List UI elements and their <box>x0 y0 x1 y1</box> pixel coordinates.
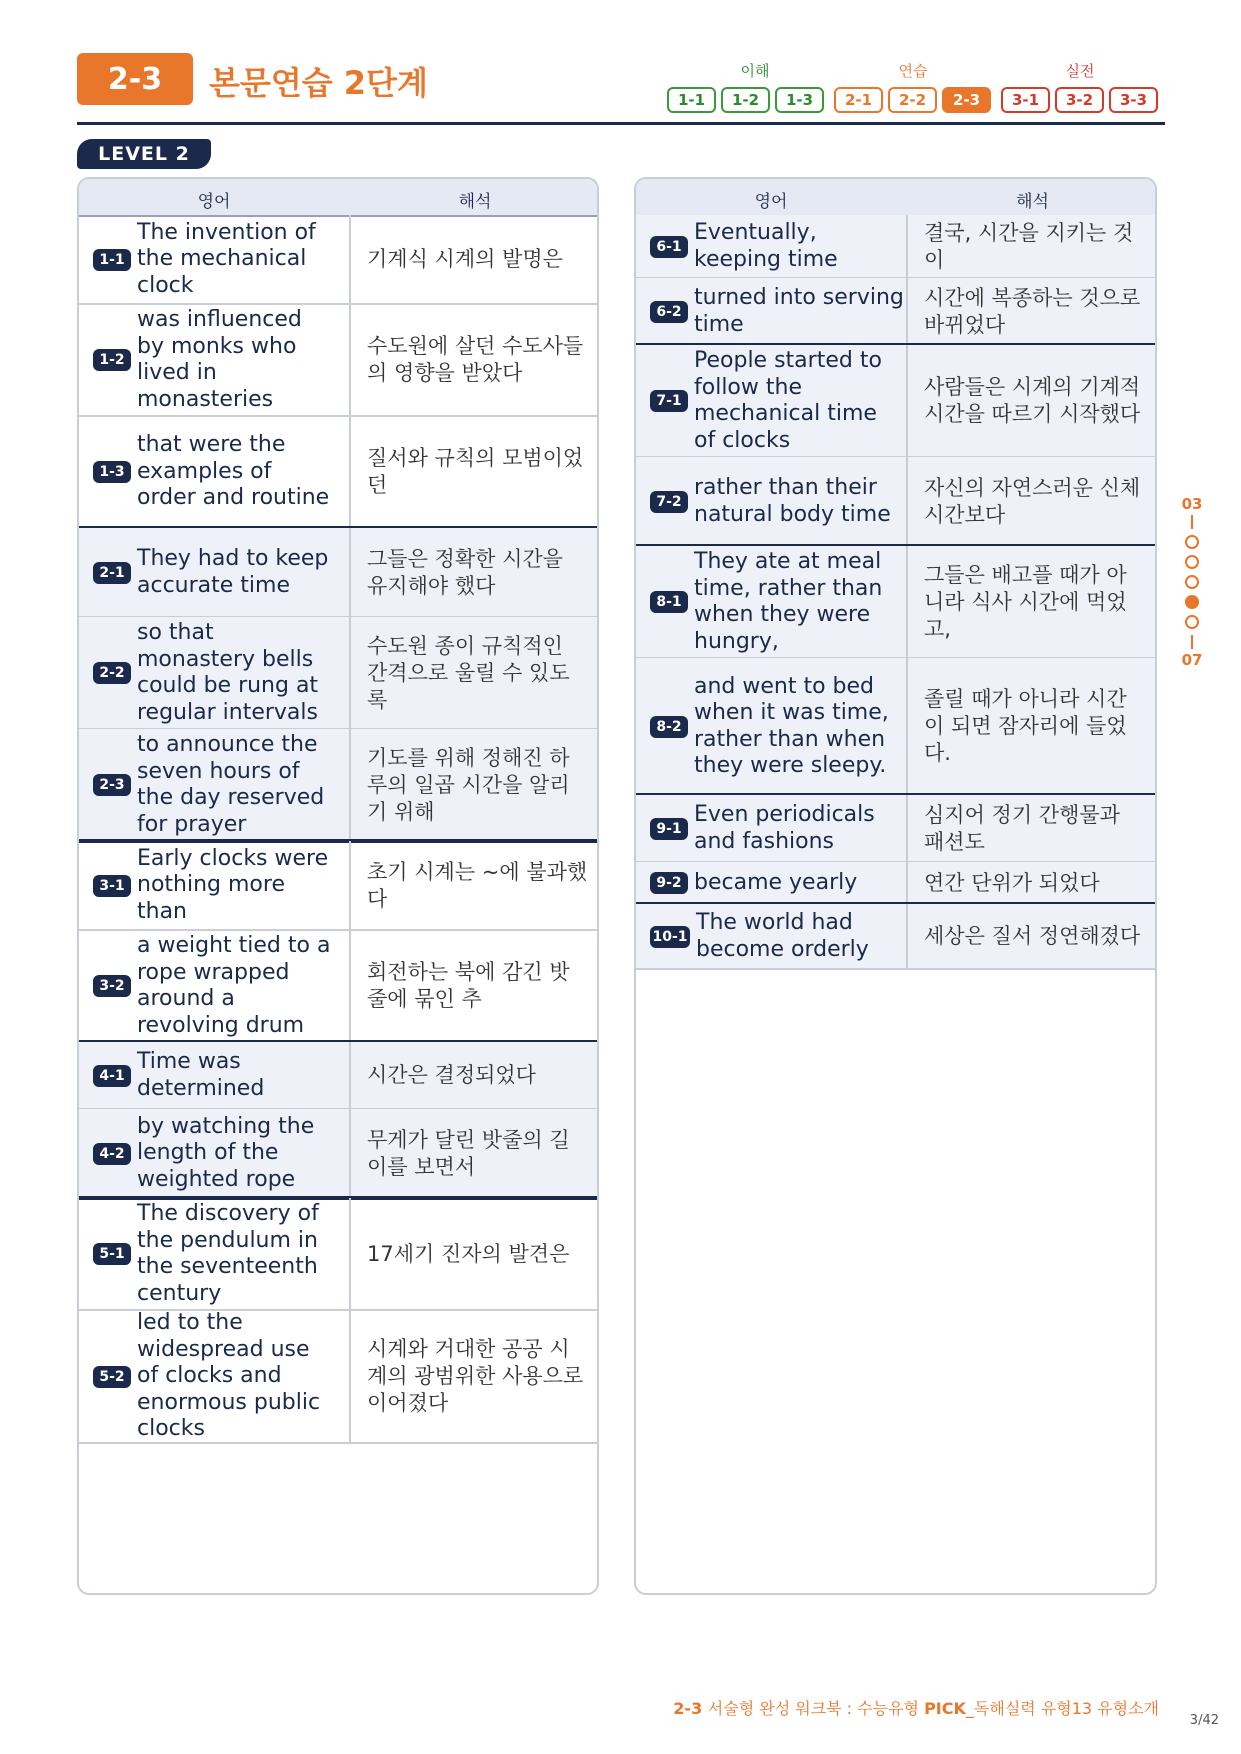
level-badge: LEVEL 2 <box>77 139 211 169</box>
footer-rest: _독해실력 유형13 유형소개 <box>965 1699 1159 1718</box>
sentence-number-badge: 9-1 <box>650 818 688 840</box>
footer-pick: PICK <box>924 1699 966 1718</box>
table-row <box>636 904 1155 969</box>
sentence-number-badge: 10-1 <box>650 926 690 948</box>
english-cell <box>79 729 349 841</box>
sentence-number-badge: 4-2 <box>93 1143 131 1165</box>
column-header-english: 영어 <box>197 192 231 212</box>
side-nav-dot[interactable] <box>1185 615 1199 629</box>
nav-group-label-practice: 연습 <box>898 62 928 80</box>
korean-text: 졸릴 때가 아니라 시간이 되면 잠자리에 들었다. <box>924 687 1127 765</box>
column-divider <box>349 416 351 528</box>
row-divider <box>79 1442 597 1444</box>
english-cell <box>636 345 906 457</box>
side-nav-dot[interactable] <box>1185 595 1199 609</box>
table-row <box>636 278 1155 345</box>
sentence-number-badge: 2-2 <box>93 662 131 684</box>
korean-text: 자신의 자연스러운 신체 시간보다 <box>924 475 1141 527</box>
side-nav-dot[interactable] <box>1185 555 1199 569</box>
korean-text: 심지어 정기 간행물과 패션도 <box>924 802 1120 854</box>
column-divider <box>906 904 908 969</box>
table-row <box>636 215 1155 278</box>
left-table <box>77 177 599 1595</box>
korean-text: 수도원 종이 규칙적인 간격으로 울릴 수 있도록 <box>367 633 570 712</box>
column-divider <box>349 1310 351 1443</box>
table-row <box>79 528 597 617</box>
column-divider <box>906 215 908 278</box>
table-row <box>636 345 1155 457</box>
column-divider <box>349 1042 351 1109</box>
nav-step-2-1[interactable]: 2-1 <box>834 87 883 113</box>
english-text: Time was determined <box>137 1049 265 1101</box>
right-table-header <box>636 179 1155 217</box>
english-cell <box>636 658 906 795</box>
korean-text: 그들은 정확한 시간을 유지해야 했다 <box>367 546 563 598</box>
sentence-number-badge: 6-1 <box>650 236 688 258</box>
korean-text: 수도원에 살던 수도사들의 영향을 받았다 <box>367 334 584 385</box>
english-text: that were the examples of order and routine <box>137 432 330 511</box>
nav-group-label-real: 실전 <box>1065 62 1095 80</box>
english-cell <box>79 528 349 617</box>
english-cell <box>79 841 349 930</box>
korean-text: 무게가 달린 밧줄의 길이를 보면서 <box>367 1127 570 1179</box>
sentence-number-badge: 1-2 <box>93 349 131 371</box>
nav-step-3-3[interactable]: 3-3 <box>1109 87 1158 113</box>
side-nav-bottom-label: 07 <box>1181 651 1203 669</box>
english-cell <box>636 215 906 278</box>
table-row <box>636 546 1155 658</box>
english-text: so that monastery bells could be rung at regular intervals <box>137 620 319 725</box>
table-row <box>79 1310 597 1443</box>
side-nav-line <box>1191 515 1193 529</box>
table-row <box>79 304 597 416</box>
english-cell <box>79 416 349 528</box>
right-table <box>634 177 1157 1595</box>
english-cell <box>79 1198 349 1310</box>
sentence-number-badge: 5-2 <box>93 1366 131 1388</box>
footer-text: 서술형 완성 워크북 : 수능유형 <box>707 1699 925 1718</box>
sentence-number-badge: 1-1 <box>93 249 131 271</box>
sentence-number-badge: 6-2 <box>650 301 688 323</box>
column-divider <box>349 1198 351 1310</box>
nav-step-2-3[interactable]: 2-3 <box>942 87 991 113</box>
header-rule <box>77 122 1165 125</box>
column-divider <box>349 304 351 416</box>
table-row <box>79 841 597 930</box>
table-row <box>636 795 1155 862</box>
header-spacer <box>349 179 351 215</box>
english-text: by watching the length of the weighted rope <box>137 1113 315 1192</box>
sentence-number-badge: 8-1 <box>650 591 688 613</box>
nav-step-2-2[interactable]: 2-2 <box>888 87 937 113</box>
english-text: rather than their natural body time <box>694 475 891 527</box>
english-cell <box>79 215 349 304</box>
sentence-number-badge: 7-2 <box>650 491 688 513</box>
english-text: Early clocks were nothing more than <box>137 845 329 924</box>
sentence-number-badge: 8-2 <box>650 716 688 738</box>
table-row <box>636 457 1155 546</box>
side-nav-dot[interactable] <box>1185 575 1199 589</box>
left-table-header <box>79 179 597 217</box>
nav-step-1-3[interactable]: 1-3 <box>775 87 824 113</box>
column-divider <box>906 795 908 862</box>
korean-text: 결국, 시간을 지키는 것이 <box>924 220 1134 272</box>
side-nav-dots <box>1178 535 1206 629</box>
column-divider <box>906 457 908 546</box>
korean-text: 시간에 복종하는 것으로 바뀌었다 <box>924 285 1141 337</box>
english-cell <box>636 795 906 862</box>
english-cell <box>79 304 349 416</box>
column-divider <box>349 528 351 617</box>
column-header-english: 영어 <box>754 192 788 212</box>
sentence-number-badge: 5-1 <box>93 1243 131 1265</box>
english-text: They had to keep accurate time <box>137 546 329 598</box>
table-row <box>79 1109 597 1198</box>
korean-text: 질서와 규칙의 모범이었던 <box>367 446 584 497</box>
korean-text: 연간 단위가 되었다 <box>924 870 1100 895</box>
section-badge: 2-3 <box>77 53 193 105</box>
english-cell <box>79 1310 349 1443</box>
table-row <box>636 862 1155 904</box>
sentence-number-badge: 9-2 <box>650 872 688 894</box>
korean-text: 세상은 질서 정연해졌다 <box>924 924 1141 948</box>
table-row <box>79 1042 597 1109</box>
page-title: 본문연습 2단계 <box>209 64 428 102</box>
column-divider <box>906 278 908 345</box>
table-row <box>79 930 597 1042</box>
column-divider <box>906 658 908 795</box>
english-text: The invention of the mechanical clock <box>137 219 316 298</box>
footer-title <box>673 1696 1159 1719</box>
nav-step-3-2[interactable]: 3-2 <box>1055 87 1104 113</box>
english-text: and went to bed when it was time, rather than when they were sleepy. <box>694 673 889 778</box>
table-row <box>79 729 597 841</box>
page-number: 3/42 <box>1189 1713 1219 1728</box>
korean-text: 사람들은 시계의 기계적 시간을 따르기 시작했다 <box>924 375 1141 426</box>
english-cell <box>79 930 349 1042</box>
column-divider <box>906 862 908 904</box>
column-divider <box>349 841 351 930</box>
sentence-number-badge: 7-1 <box>650 390 688 412</box>
nav-step-1-1[interactable]: 1-1 <box>667 87 716 113</box>
english-text: The discovery of the pendulum in the seventeenth century <box>137 1201 319 1306</box>
column-divider <box>349 729 351 841</box>
english-text: People started to follow the mechanical time of clocks <box>694 348 882 453</box>
english-text: was influenced by monks who lived in monasteries <box>137 307 302 412</box>
table-row <box>636 658 1155 795</box>
english-text: They ate at meal time, rather than when they were hungry, <box>694 549 883 654</box>
nav-step-1-2[interactable]: 1-2 <box>721 87 770 113</box>
side-nav-line <box>1191 635 1193 649</box>
header-spacer <box>906 179 908 215</box>
column-divider <box>349 617 351 729</box>
column-header-korean: 해석 <box>458 192 492 212</box>
column-header-korean: 해석 <box>1016 192 1049 212</box>
korean-text: 기도를 위해 정해진 하루의 일곱 시간을 알리기 위해 <box>367 745 570 824</box>
english-text: a weight tied to a rope wrapped around a revolving drum <box>137 933 331 1038</box>
korean-text: 초기 시계는 ~에 불과했다 <box>367 859 588 911</box>
english-cell <box>636 278 906 345</box>
sentence-number-badge: 3-2 <box>93 975 131 997</box>
column-divider <box>906 546 908 658</box>
table-row <box>79 215 597 304</box>
side-chapter-nav <box>1178 495 1206 669</box>
column-divider <box>349 215 351 304</box>
english-text: led to the widespread use of clocks and enormous public clocks <box>137 1310 321 1442</box>
side-nav-top-label: 03 <box>1181 495 1203 513</box>
korean-text: 기계식 시계의 발명은 <box>367 247 563 271</box>
english-text: Even periodicals and fashions <box>694 802 875 854</box>
side-nav-dot[interactable] <box>1185 535 1199 549</box>
sentence-number-badge: 1-3 <box>93 461 131 483</box>
korean-text: 시계와 거대한 공공 시계의 광범위한 사용으로 이어졌다 <box>367 1337 584 1415</box>
english-cell <box>79 1042 349 1109</box>
english-text: Eventually, keeping time <box>694 220 838 272</box>
korean-text: 시간은 결정되었다 <box>367 1063 536 1087</box>
english-cell <box>636 862 906 904</box>
footer-code: 2-3 <box>673 1699 703 1718</box>
korean-text: 회전하는 북에 감긴 밧줄에 묶인 추 <box>367 960 570 1011</box>
column-divider <box>349 1109 351 1198</box>
column-divider <box>906 345 908 457</box>
english-text: to announce the seven hours of the day reserved for prayer <box>137 732 325 837</box>
table-row <box>79 1198 597 1310</box>
sentence-number-badge: 2-1 <box>93 562 131 584</box>
nav-step-3-1[interactable]: 3-1 <box>1001 87 1050 113</box>
english-text: The world had become orderly <box>696 910 869 962</box>
korean-text: 17세기 진자의 발견은 <box>367 1241 570 1266</box>
column-divider <box>349 930 351 1042</box>
sentence-number-badge: 2-3 <box>93 774 131 796</box>
english-cell <box>79 1109 349 1198</box>
sentence-number-badge: 4-1 <box>93 1065 131 1087</box>
english-text: became yearly <box>694 869 858 895</box>
english-cell <box>636 904 906 969</box>
korean-text: 그들은 배고플 때가 아니라 식사 시간에 먹었고, <box>924 562 1127 641</box>
english-cell <box>636 546 906 658</box>
nav-group-label-understand: 이해 <box>740 62 770 80</box>
english-text: turned into serving time <box>694 285 904 337</box>
table-row <box>79 416 597 528</box>
sentence-number-badge: 3-1 <box>93 875 131 897</box>
table-row <box>79 617 597 729</box>
row-divider <box>636 968 1155 970</box>
english-cell <box>636 457 906 546</box>
english-cell <box>79 617 349 729</box>
